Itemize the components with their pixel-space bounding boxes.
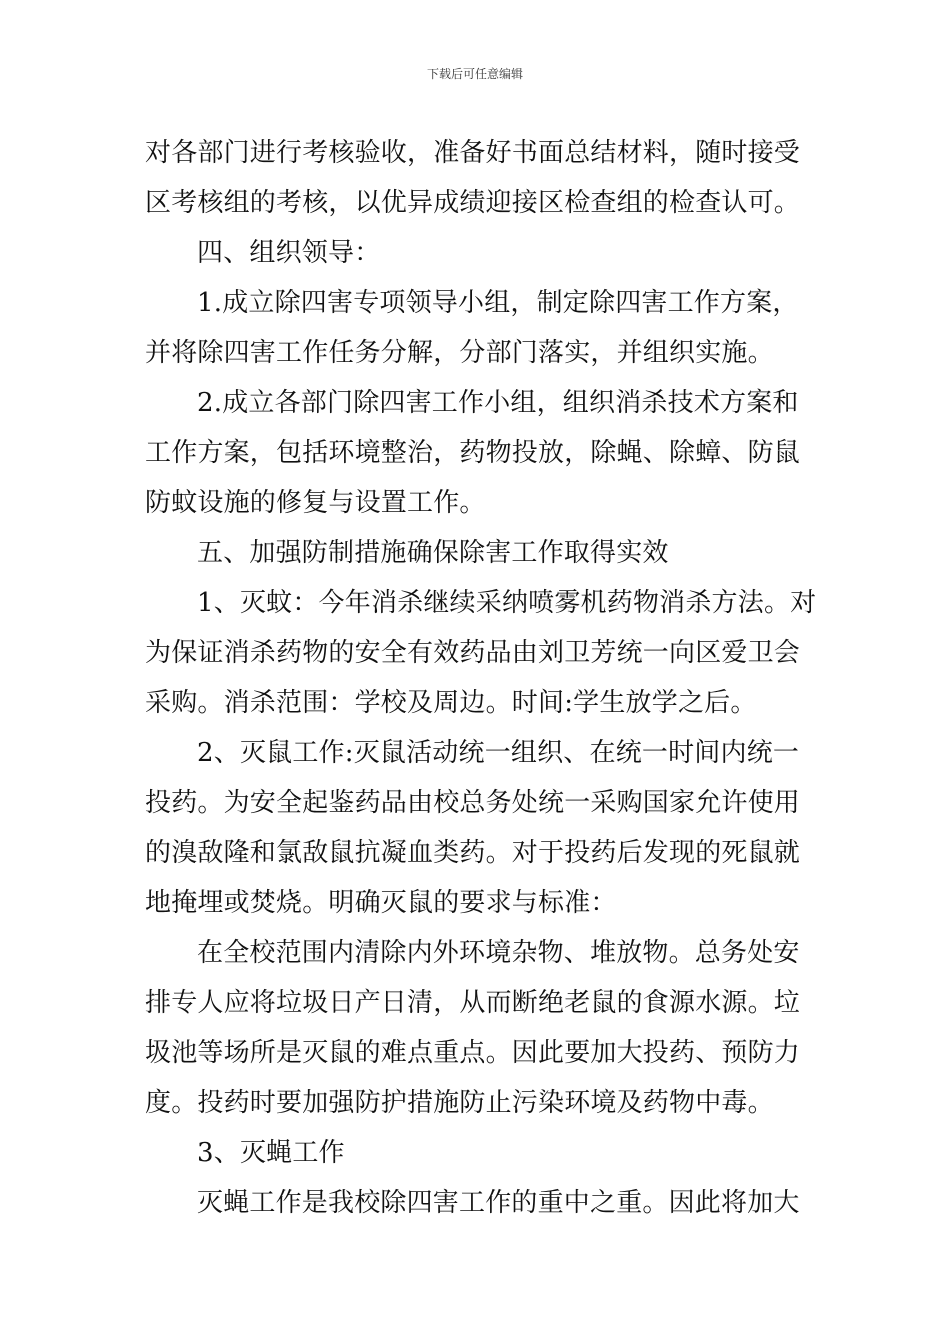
text-line: 在全校范围内清除内外环境杂物、堆放物。总务处安 — [197, 938, 800, 968]
text-line: 采购。消杀范围：学校及周边。时间:学生放学之后。 — [145, 688, 757, 718]
text-line: 的溴敌隆和氯敌鼠抗凝血类药。对于投药后发现的死鼠就 — [145, 838, 801, 868]
text-line: 并将除四害工作任务分解，分部门落实，并组织实施。 — [145, 338, 774, 368]
section-heading: 四、组织领导： — [197, 238, 381, 268]
text-line: 度。投药时要加强防护措施防止污染环境及药物中毒。 — [145, 1088, 774, 1118]
text-line: 2、灭鼠工作:灭鼠活动统一组织、在统一时间内统一 — [197, 738, 800, 768]
text-line: 圾池等场所是灭鼠的难点重点。因此要加大投药、预防力 — [145, 1038, 801, 1068]
text-line: 工作方案，包括环境整治，药物投放，除蝇、除蟑、防鼠 — [145, 438, 801, 468]
section-heading: 五、加强防制措施确保除害工作取得实效 — [197, 538, 669, 568]
text-line: 1、灭蚊：今年消杀继续采纳喷雾机药物消杀方法。对 — [197, 588, 817, 618]
header-note: 下载后可任意编辑 — [426, 67, 523, 81]
section-heading: 3、灭蝇工作 — [197, 1138, 345, 1168]
text-line: 排专人应将垃圾日产日清，从而断绝老鼠的食源水源。垃 — [145, 988, 801, 1018]
text-line: 地掩埋或焚烧。明确灭鼠的要求与标准： — [145, 888, 617, 918]
text-line: 为保证消杀药物的安全有效药品由刘卫芳统一向区爱卫会 — [145, 638, 801, 668]
text-line: 区考核组的考核，以优异成绩迎接区检查组的检查认可。 — [145, 188, 801, 218]
text-line: 灭蝇工作是我校除四害工作的重中之重。因此将加大 — [197, 1188, 800, 1218]
text-line: 对各部门进行考核验收，准备好书面总结材料，随时接受 — [145, 138, 801, 168]
text-line: 1.成立除四害专项领导小组，制定除四害工作方案， — [197, 288, 799, 318]
document-body — [145, 128, 815, 1228]
text-line: 投药。为安全起鉴药品由校总务处统一采购国家允许使用 — [145, 788, 801, 818]
text-line: 2.成立各部门除四害工作小组，组织消杀技术方案和 — [197, 388, 799, 418]
text-line: 防蚊设施的修复与设置工作。 — [145, 488, 486, 518]
